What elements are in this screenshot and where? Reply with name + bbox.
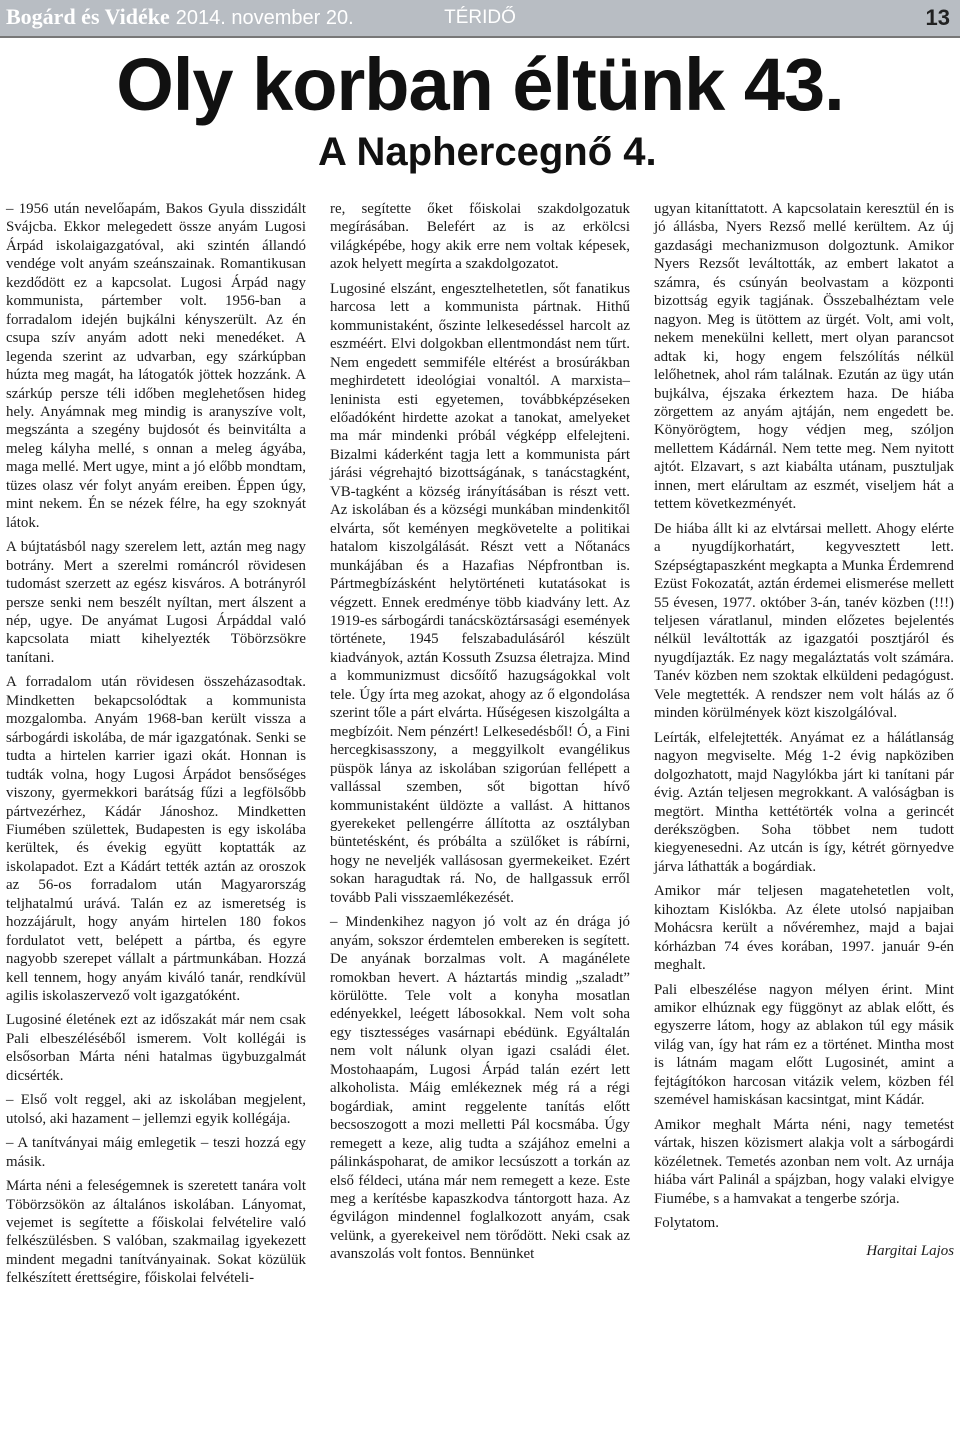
- publication-name: Bogárd és Vidéke: [6, 4, 170, 29]
- article-paragraph: A forradalom után rövidesen összeházasodtak. Mindketten bekapcsolódtak a kommunista mozgalomba. Anyám 1968-ban került vissza a sárbogárdi iskolába, de már igazgatónak. Senki se tudta a hirtelen karrier igazi okát. Honnan is tudták volna, hogy Lugosi Árpádot bensőséges viszony, gyermekkori barátság fűzi a legfölsőbb pártvezérhez, Kádár Jánoshoz. Mindketten Fiumében születtek, Budapesten is egy iskolába kerültek, és évekig együtt koptatták az iskolapadot. Ezt a Kádárt tették aztán az oroszok az 56-os forradalom után Magyarország teljhatalmú urává. Talán ez az ismeretség is hozzájárult, hogy anyám hirtelen 180 fokos fordulatot vett, belépett a pártba, és egyre nagyobb szerepet vállalt a pártmunkában. Hozzá kell tennem, hogy anyám kiváló tanár, rendkívül agilis iskolaszervező volt igazgatóként.: [6, 674, 306, 1005]
- article-paragraph: Pali elbeszélése nagyon mélyen érint. Mint amikor elhúznak egy függönyt az ablak előtt, és egyszerre látom, hogy az ablakon túl egy másik világ van, így hat rám ez a történet. Mintha most is látnám magam előtt Lugosinét, amint a fejtágítókon harcosan vitázik velem, közben fél szemével hamiskásan kacsintgat, mint Kádár.: [654, 981, 954, 1109]
- page-header: [0, 0, 960, 38]
- article-paragraph: ugyan kitaníttatott. A kapcsolatain keresztül én is jó állásba, Nyers Rezső mellé kerültem. Az új gazdasági mechanizmuson dolgoztunk. Amikor Nyers Rezsőt leváltották, az embert lakatot a számra, és csúnyán beolvastam a központi bizottság egyik tagjának. Összebalhéztam vele nagyon. Meg is ütöttem az ürgét. Volt, ami volt, nekem menekülni kellett, mert olyan parancsot adtak ki, hogy engem felszólítás nélkül lelőhetnek, ahol rám találnak. Ezután az ügy után bujkálva, éjszaka érkeztem haza. De hiába zörgettem az anyám ajtáján, nem engedett be. Könyörögtem, hogy védjen meg, szóljon mellettem Kádárnál. Nem tette meg. Nem nyitott ajtót. Elzavart, s azt kiabálta utánam, pusztuljak innen, mert elárultam az eszmét, viseljem hát a tettem következményét.: [654, 201, 954, 513]
- article-paragraph: – 1956 után nevelőapám, Bakos Gyula disszidált Svájcba. Ekkor melegedett össze anyám Lugosi Árpád iskolaigazgatóval, aki szintén állandó vendége volt anyám szeánszainak. Romantikusan kezdődött ez a kapcsolat. Lugosi Árpád nagy kommunista, pártember volt. 1956-ban a forradalom idején bujkálni kényszerült. Az én csupa szív anyám adott neki menedéket. A legenda szerint az udvarban, egy szárkúpban húzta meg magát, ha látogatók jöttek hozzánk. A szárkúp persze téli időben meglehetősen hideg hely. Anyámnak meg mindig is aranyszíve volt, megszánta a szegény bujdosót és beinvitálta a meleg kályha mellé, s onnan a meleg ágyába, maga mellé. Mert ugye, mint a jó előbb mondtam, tüzes olasz vér folyt anyám ereiben. Éppen úgy, mint nekem. Én se nézek félre, ha egy szoknyát látok.: [6, 201, 306, 531]
- issue-date: 2014. november 20.: [175, 7, 354, 29]
- article-paragraph: Amikor már teljesen magatehetetlen volt, kihoztam Kislókba. Az élete utolsó napjaiban Mohácsra került a nővéremhez, majd a bajai kórházban 74 éves korában, 1997. január 9-én meghalt.: [654, 883, 954, 974]
- article-column-2: [330, 200, 630, 1270]
- article-author: Hargitai Lajos: [866, 1243, 954, 1260]
- article-paragraph: re, segítette őket főiskolai szakdolgozatuk megírásában. Belefért az is az erkölcsi világképébe, hogy akik erre nem voltak képesek, azok helyett megírta a szakdolgozatot.: [330, 201, 630, 273]
- article-title: Oly korban éltünk 43.: [116, 43, 844, 126]
- article-paragraph: Márta néni a feleségemnek is szeretett tanára volt Töbörzsökön az általános iskolában. Lányomat, vejemet is segítette a főiskolai felvételire való felkészülésben. S valóban, szakmailag igyekezett mindent megadni tanítványainak. Sokat közülük felkészített érettségire, főiskolai felvételi-: [6, 1178, 306, 1287]
- article-paragraph: Lugosiné elszánt, engesztelhetetlen, sőt fanatikus harcosa lett a kommunista pártnak. Hithű kommunistaként, őszinte lelkesedéssel harcolt az eszméért. Elvi dolgokban ellentmondást nem tűrt. Nem engedett semmiféle eltérést a brosúrákban meghirdetett ideológiai vonaltól. A marxista–leninista esti egyetemen, továbbképzéseken előadóként hirdette azokat a tanokat, amelyeket ma már mindenki próbál végképp elfelejteni. Bizalmi káderként tagja lett a kommunista párt járási végrehajtó bizottságának, s tanácstagként, VB-tagként a község irányításában is részt vett. Az iskolában és a községi munkában mindenkitől elvárta, sőt keményen megkövetelte a politikai hatalom kiszolgálását. Részt vett a Nőtanács munkájában és a Hazafias Népfrontban is. Pártmegbízásként helytörténeti kutatásokat is végzett. Ennek eredménye több kiadvány lett. Az 1919-es sárbogárdi tanácsköztársasági események története, 1945 felszabadulásáról készült kiadványok, aztán Kossuth Zsuzsa életrajza. Mind a kommunizmust dicsőítő hazugságokkal volt tele. Úgy írta meg azokat, ahogy az ő elgondolása szerint tőle a párt elvárta. Hűségesen kiszolgálta a megbízóit. Nem pénzért! Lelkesedésből! Ó, a Fini hercegkisasszony, a meggyilkolt evangélikus püspök lánya az iskolában szigorúan fellépett a vallással szemben, sőt bigottan hívő kommunistaként üldözte a vallást. A hittanos gyerekeket pellengérre állította az osztályban büntetésként, és próbálta a szülőket is rábírni, hogy ne neveljék vallásosan gyermekeiket. Ezért sokan haragudtak rá. No, de hallgassuk erről tovább Pali visszaemlékezését.: [330, 280, 630, 906]
- article-paragraph: De hiába állt ki az elvtársai mellett. Ahogy elérte a nyugdíjkorhatárt, kegyvesztett lett. Szépségtapaszként megkapta a Munka Érdemrend Ezüst Fokozatát, aztán érdemei elismerése mellett 55 évesen, 1977. október 3-án, tanév közben (!!!) teljesen váratlanul, minden előzetes bejelentés nélkül leváltották az igazgatói posztjáról és nyugdíjazták. Ez nagy megaláztatás volt számára. Tanév közben nem szoktak elküldeni pedagógust. Vele megtették. A rendszer nem volt hálás az ő minden körülmények közt kiszolgálóval.: [654, 520, 954, 722]
- section-label: TÉRIDŐ: [444, 7, 516, 28]
- article-column-1: [6, 200, 306, 1294]
- article-paragraph: – Mindenkihez nagyon jó volt az én drága jó anyám, sokszor érdemtelen embereken is segített. De anyának borzalmas volt. A magánélete romokban hevert. A háztartás mindig „szaladt” körülötte. Tele volt a konyha mosatlan edényekkel, leégett lábosokkal. Nem volt soha egy tisztességes vasárnapi ebédünk. Egyáltalán nem volt nálunk olyan igazi családi élet. Mostohaapám, Lugosi Árpád talán ezért lett alkoholista. Máig emlékeznek még rá a régi bogárdiak, amint reggelente tanítás előtt becsoszogott a mozi melletti Pál kocsmába. Úgy remegett a keze, alig tudta a szájához emelni a pálinkáspoharat, de amikor lecsúszott a torkán az első féldeci, utána már nem remegett a keze. Este meg a kerítésbe kapaszkodva tántorgott haza. Az égvilágon mindennel foglalkozott anyám, csak velünk, a gyerekeivel nem törődött. Neki csak az avanszolás volt fontos. Bennünket: [330, 914, 630, 1263]
- article-paragraph: Lugosiné életének ezt az időszakát már nem csak Pali elbeszéléséből ismerem. Volt kollégái is elsősorban Márta néni hatalmas ügybuzgalmát dicsérték.: [6, 1012, 306, 1084]
- article-paragraph: Folytatom.: [654, 1215, 719, 1232]
- article-paragraph: Amikor meghalt Márta néni, nagy temetést vártak, hiszen közismert alakja volt a sárbogárdi közéletnek. Temetés azonban nem volt. Az urnája hiába várt Palinál a spájzban, hogy valaki elvigye Fiumébe, s a hamvakat a tengerbe szórja.: [654, 1116, 954, 1207]
- article-paragraph: – Első volt reggel, aki az iskolában megjelent, utolsó, aki hazament – jellemzi egyik kollégája.: [6, 1092, 306, 1127]
- article-paragraph: Leírták, elfelejtették. Anyámat ez a hálátlanság nagyon megviselte. Még 1-2 évig napköziben dolgozhatott, majd Nagylókba járt ki tanítani pár évig. Aztán teljesen megrokkant. A valóságban is megtört. Mintha kettétörték volna a gerincét derékszögben. Soha többet nem tudott kiegyenesedni. Az utcán is így, kétrét görnyedve járva láthatták a bogárdiak.: [654, 729, 954, 875]
- article-column-3: [654, 200, 954, 1261]
- article-paragraph: A bújtatásból nagy szerelem lett, aztán meg nagy botrány. Mert a szerelmi románcról rövidesen tudomást szerzett az egész kisváros. A botrányról persze senki nem beszélt nyíltan, mert álszent a nép, ugye. De anyámat Lugosi Árpáddal való kapcsolata miatt kihelyezték Töbörzsökre tanítani.: [6, 539, 306, 666]
- article-paragraph: – A tanítványai máig emlegetik – teszi hozzá egy másik.: [6, 1135, 306, 1170]
- article-subtitle: A Naphercegnő 4.: [318, 130, 657, 174]
- page-number: 13: [925, 5, 950, 30]
